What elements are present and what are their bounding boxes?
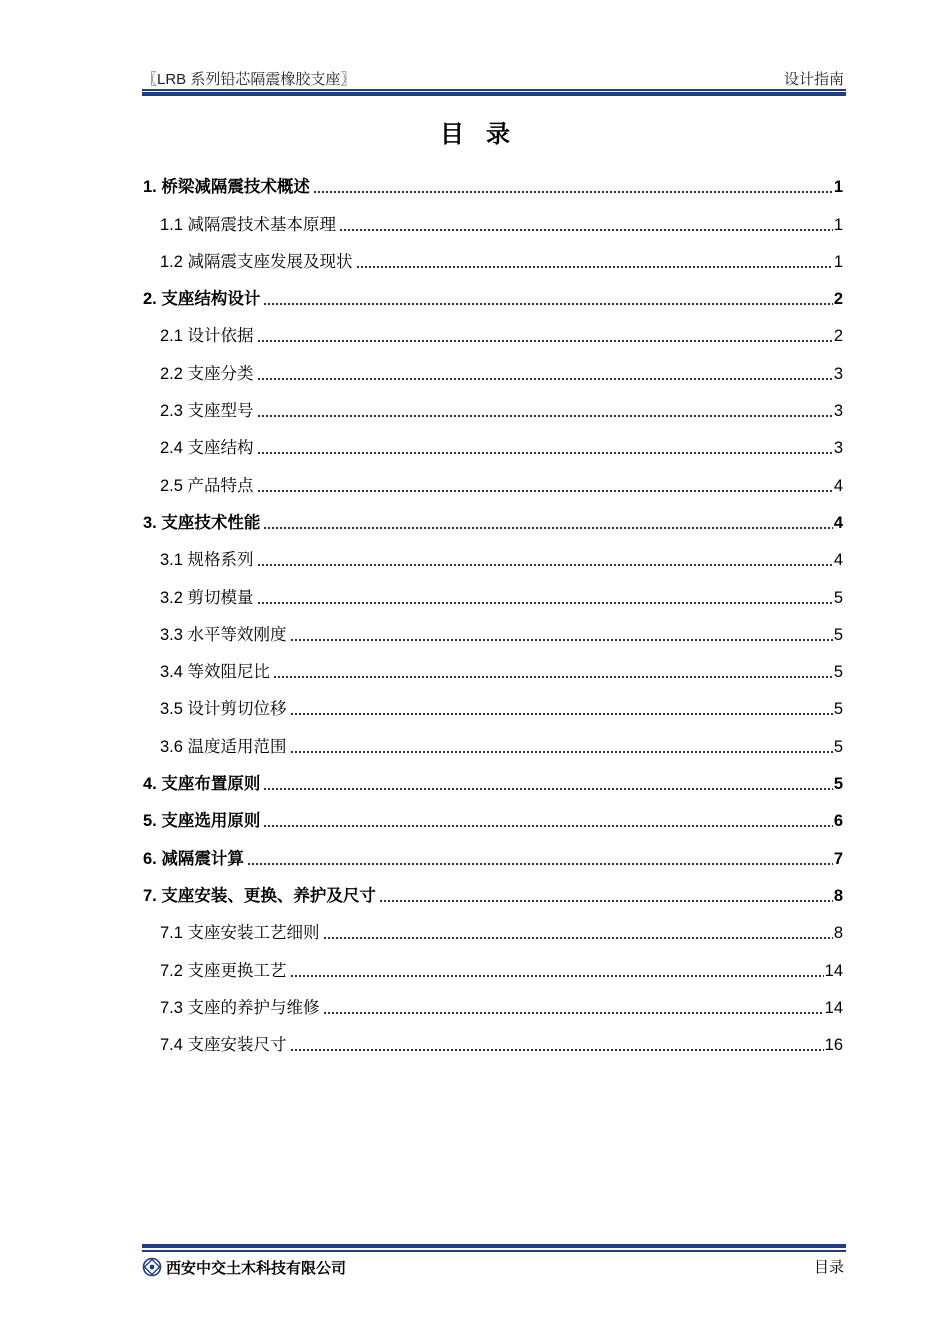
toc-entry-label: 2.3 支座型号: [160, 402, 254, 421]
toc-entry-page-number: 4: [833, 513, 843, 532]
toc-entry-page-number: 1: [833, 215, 843, 234]
toc-entry-section[interactable]: [143, 309, 843, 346]
toc-dot-leader: [257, 340, 833, 342]
toc-entry-label: 7.2 支座更换工艺: [160, 961, 287, 980]
toc-entry-page-number: 3: [833, 364, 843, 383]
toc-entry-chapter[interactable]: [143, 496, 843, 533]
toc-entry-page-number: 16: [824, 1036, 843, 1055]
toc-entry-page-number: 1: [833, 178, 843, 197]
toc-entry-label: 2. 支座结构设计: [143, 290, 261, 309]
toc-dot-leader: [313, 191, 833, 193]
toc-entry-label: 1.1 减隔震技术基本原理: [160, 215, 337, 234]
toc-dot-leader: [290, 1049, 824, 1051]
toc-entry-label: 7.1 支座安装工艺细则: [160, 924, 320, 943]
toc-entry-page-number: 5: [833, 588, 843, 607]
toc-entry-section[interactable]: [143, 384, 843, 421]
toc-dot-leader: [323, 937, 833, 939]
toc-dot-leader: [257, 378, 833, 380]
toc-entry-chapter[interactable]: [143, 869, 843, 906]
toc-entry-chapter[interactable]: [143, 757, 843, 794]
toc-entry-label: 2.4 支座结构: [160, 439, 254, 458]
toc-entry-label: 3.6 温度适用范围: [160, 737, 287, 756]
toc-entry-label: 3. 支座技术性能: [143, 513, 261, 532]
toc-entry-label: 5. 支座选用原则: [143, 812, 261, 831]
toc-entry-section[interactable]: [143, 943, 843, 980]
toc-title: 目录: [440, 121, 532, 148]
toc-dot-leader: [247, 863, 833, 865]
toc-entry-section[interactable]: [143, 197, 843, 234]
header-section-title: 设计指南: [783, 71, 844, 88]
toc-entry-label: 3.1 规格系列: [160, 551, 254, 570]
toc-entry-label: 3.4 等效阻尼比: [160, 663, 271, 682]
toc-entry-page-number: 5: [833, 625, 843, 644]
toc-entry-section[interactable]: [143, 458, 843, 495]
page-header: [142, 66, 846, 96]
toc-entry-page-number: 6: [833, 812, 843, 831]
toc-dot-leader: [263, 303, 832, 305]
toc-dot-leader: [379, 900, 833, 902]
toc-entry-page-number: 7: [833, 849, 843, 868]
toc-entry-label: 3.3 水平等效刚度: [160, 625, 287, 644]
toc-entry-section[interactable]: [143, 421, 843, 458]
toc-dot-leader: [273, 676, 833, 678]
toc-entry-section[interactable]: [143, 570, 843, 607]
toc-dot-leader: [290, 639, 833, 641]
toc-dot-leader: [290, 751, 833, 753]
toc-dot-leader: [339, 229, 833, 231]
header-document-title: 〖LRB 系列铅芯隔震橡胶支座〗: [142, 71, 356, 88]
toc-entry-section[interactable]: [143, 981, 843, 1018]
toc-dot-leader: [257, 564, 833, 566]
toc-entry-section[interactable]: [143, 608, 843, 645]
toc-entry-page-number: 5: [833, 700, 843, 719]
toc-dot-leader: [290, 975, 824, 977]
toc-entry-page-number: 14: [824, 998, 843, 1017]
toc-entry-label: 3.5 设计剪切位移: [160, 700, 287, 719]
toc-entry-label: 6. 减隔震计算: [143, 849, 244, 868]
toc-entry-label: 3.2 剪切模量: [160, 588, 254, 607]
toc-entry-page-number: 5: [833, 663, 843, 682]
toc-entry-label: 2.5 产品特点: [160, 476, 254, 495]
toc-entry-label: 7. 支座安装、更换、养护及尺寸: [143, 886, 376, 905]
toc-entry-section[interactable]: [143, 906, 843, 943]
toc-entry-label: 2.2 支座分类: [160, 364, 254, 383]
toc-entry-chapter[interactable]: [143, 160, 843, 197]
toc-dot-leader: [257, 415, 833, 417]
toc-entry-label: 2.1 设计依据: [160, 327, 254, 346]
toc-entry-section[interactable]: [143, 682, 843, 719]
table-of-contents: [143, 160, 843, 1055]
toc-dot-leader: [263, 527, 832, 529]
toc-entry-section[interactable]: [143, 719, 843, 756]
toc-entry-page-number: 8: [833, 924, 843, 943]
toc-dot-leader: [263, 788, 832, 790]
toc-entry-page-number: 3: [833, 402, 843, 421]
toc-entry-section[interactable]: [143, 645, 843, 682]
toc-entry-page-number: 3: [833, 439, 843, 458]
toc-entry-page-number: 4: [833, 551, 843, 570]
footer-section-label: 目录: [813, 1259, 844, 1276]
toc-entry-page-number: 2: [833, 290, 843, 309]
toc-entry-label: 1. 桥梁减隔震技术概述: [143, 178, 310, 197]
toc-entry-section[interactable]: [143, 346, 843, 383]
company-logo-icon: [142, 1257, 162, 1277]
toc-dot-leader: [290, 713, 833, 715]
toc-entry-chapter[interactable]: [143, 272, 843, 309]
header-rule-thick: [142, 92, 846, 96]
toc-entry-label: 1.2 减隔震支座发展及现状: [160, 252, 353, 271]
toc-entry-section[interactable]: [143, 1018, 843, 1055]
toc-dot-leader: [257, 602, 833, 604]
toc-dot-leader: [263, 825, 832, 827]
toc-entry-section[interactable]: [143, 533, 843, 570]
toc-dot-leader: [323, 1012, 824, 1014]
toc-dot-leader: [257, 490, 833, 492]
toc-entry-page-number: 5: [833, 775, 843, 794]
toc-entry-section[interactable]: [143, 235, 843, 272]
toc-entry-page-number: 1: [833, 252, 843, 271]
toc-entry-page-number: 14: [824, 961, 843, 980]
toc-entry-chapter[interactable]: [143, 831, 843, 868]
toc-entry-page-number: 5: [833, 737, 843, 756]
toc-entry-page-number: 4: [833, 476, 843, 495]
toc-entry-page-number: 8: [833, 886, 843, 905]
footer-rule-thin: [142, 1250, 846, 1252]
header-rule-thin: [142, 89, 846, 91]
footer-company-name: 西安中交土木科技有限公司: [166, 1260, 347, 1277]
footer-rule-thick: [142, 1244, 846, 1248]
toc-entry-label: 7.3 支座的养护与维修: [160, 998, 320, 1017]
toc-entry-label: 7.4 支座安装尺寸: [160, 1036, 287, 1055]
toc-entry-page-number: 2: [833, 327, 843, 346]
toc-dot-leader: [257, 452, 833, 454]
toc-entry-chapter[interactable]: [143, 794, 843, 831]
page-footer: [142, 1244, 846, 1284]
toc-dot-leader: [356, 266, 833, 268]
toc-entry-label: 4. 支座布置原则: [143, 775, 261, 794]
